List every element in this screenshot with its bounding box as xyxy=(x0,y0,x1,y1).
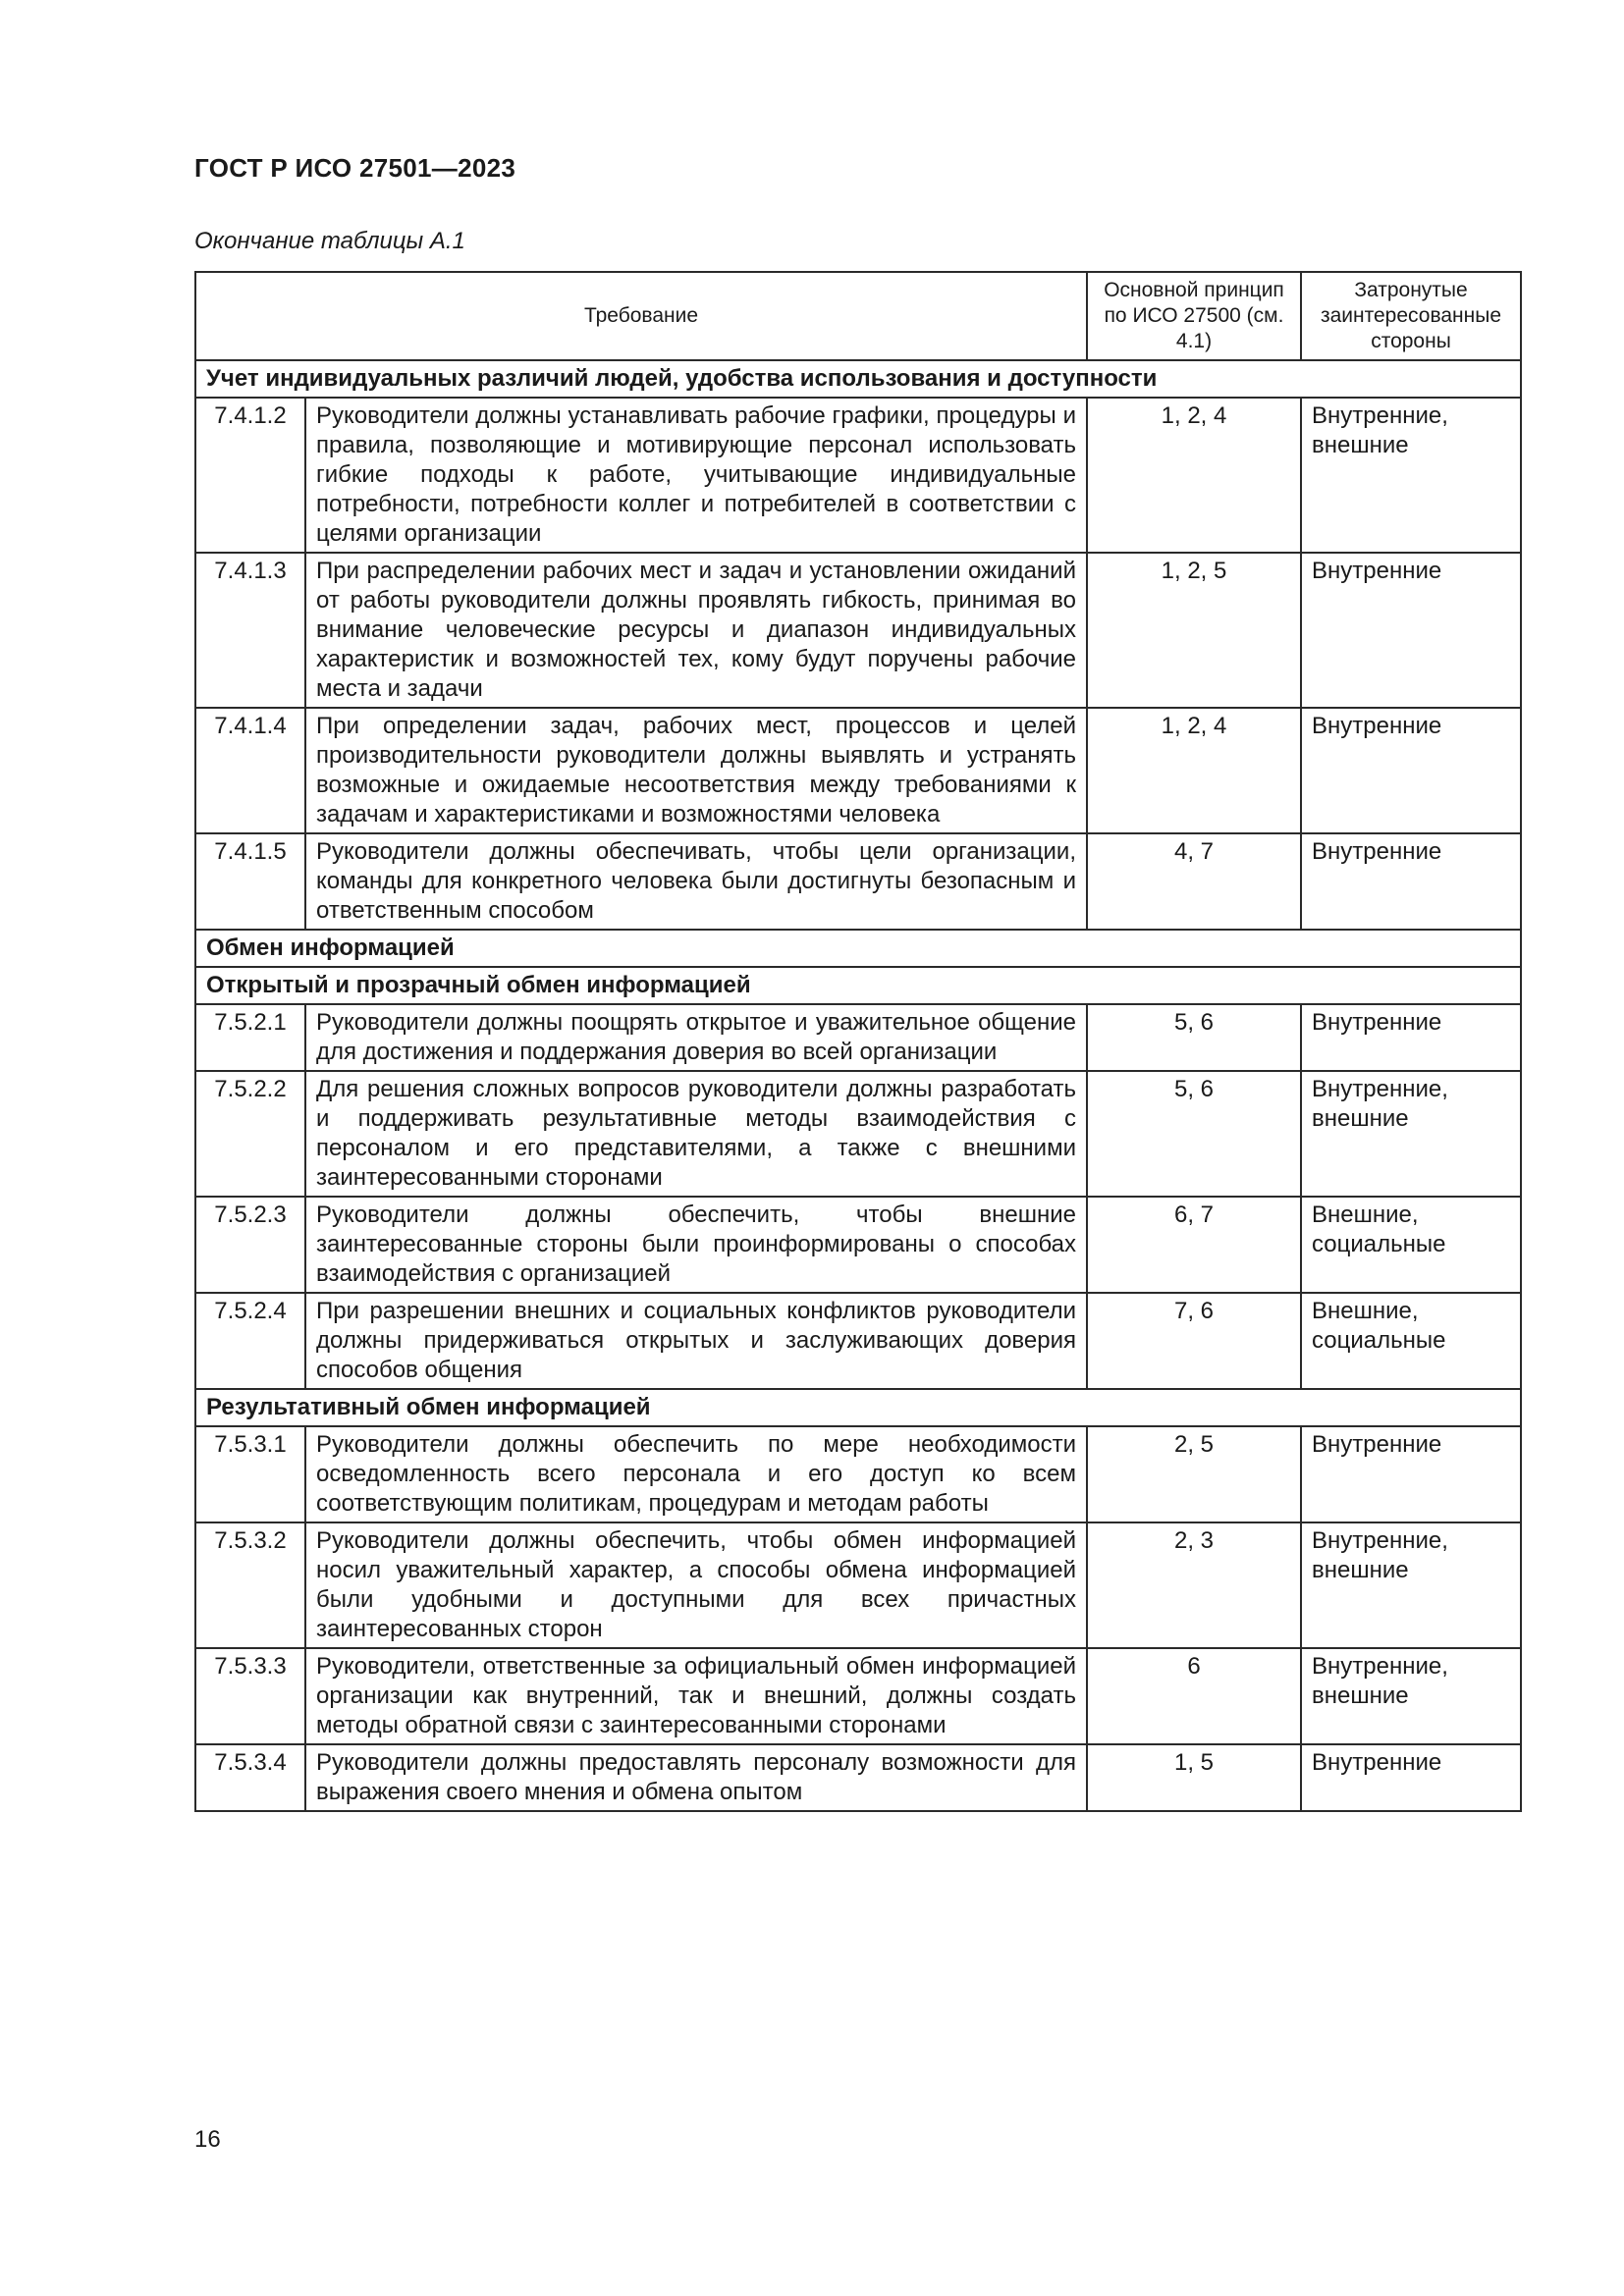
requirement-text: Руководители должны обеспечить по мере необходимости осведомленность всего персонала и его доступ ко всем соответствующим политикам, процедурам и методам работы xyxy=(305,1426,1087,1522)
stakeholders-cell: Внутренние, внешние xyxy=(1301,1648,1521,1744)
requirement-text: Руководители должны предоставлять персоналу возможности для выражения своего мнения и обмена опытом xyxy=(305,1744,1087,1811)
section-row xyxy=(195,967,1521,1004)
requirement-text: Руководители должны обеспечить, чтобы обмен информацией носил уважительный характер, а способы обмена информацией были удобными и доступными для всех причастных заинтересованных сторон xyxy=(305,1522,1087,1648)
principle-cell: 2, 3 xyxy=(1087,1522,1301,1648)
clause-number: 7.5.2.3 xyxy=(195,1197,305,1293)
principle-cell: 6 xyxy=(1087,1648,1301,1744)
table-row xyxy=(195,1293,1521,1389)
requirement-text: Руководители должны устанавливать рабочие графики, процедуры и правила, позволяющие и мотивирующие персонал использовать гибкие подходы к работе, учитывающие индивидуальные потребности, потребности коллег и потребителей в соответствии с целями организации xyxy=(305,398,1087,553)
section-row xyxy=(195,1389,1521,1426)
requirement-text: Руководители должны обеспечивать, чтобы цели организации, команды для конкретного человека были достигнуты безопасным и ответственным способом xyxy=(305,833,1087,930)
stakeholders-cell: Внешние, социальные xyxy=(1301,1293,1521,1389)
stakeholders-cell: Внутренние xyxy=(1301,1004,1521,1071)
table-caption: Окончание таблицы А.1 xyxy=(194,228,465,254)
table-row xyxy=(195,1648,1521,1744)
table-row xyxy=(195,708,1521,833)
stakeholders-cell: Внутренние xyxy=(1301,553,1521,708)
stakeholders-cell: Внутренние xyxy=(1301,833,1521,930)
requirement-text: При распределении рабочих мест и задач и установлении ожиданий от работы руководители должны проявлять гибкость, принимая во внимание человеческие ресурсы и диапазон индивидуальных характеристик и возможностей тех, кому будут поручены рабочие места и задачи xyxy=(305,553,1087,708)
clause-number: 7.4.1.3 xyxy=(195,553,305,708)
stakeholders-cell: Внутренние xyxy=(1301,708,1521,833)
table-header-row xyxy=(195,272,1521,360)
page-number: 16 xyxy=(194,2126,221,2153)
section-title: Открытый и прозрачный обмен информацией xyxy=(195,967,1521,1004)
section-row xyxy=(195,360,1521,398)
document-title: ГОСТ Р ИСО 27501—2023 xyxy=(194,153,516,183)
principle-cell: 1, 2, 4 xyxy=(1087,398,1301,553)
principle-cell: 6, 7 xyxy=(1087,1197,1301,1293)
principle-cell: 1, 2, 5 xyxy=(1087,553,1301,708)
table-row xyxy=(195,1522,1521,1648)
table-row xyxy=(195,1197,1521,1293)
clause-number: 7.4.1.5 xyxy=(195,833,305,930)
stakeholders-cell: Внутренние, внешние xyxy=(1301,1522,1521,1648)
requirement-text: Руководители должны поощрять открытое и уважительное общение для достижения и поддержания доверия во всей организации xyxy=(305,1004,1087,1071)
clause-number: 7.4.1.4 xyxy=(195,708,305,833)
table-body xyxy=(195,360,1521,1811)
requirement-text: При разрешении внешних и социальных конфликтов руководители должны придерживаться открытых и заслуживающих доверия способов общения xyxy=(305,1293,1087,1389)
clause-number: 7.5.2.2 xyxy=(195,1071,305,1197)
section-title: Результативный обмен информацией xyxy=(195,1389,1521,1426)
section-title: Учет индивидуальных различий людей, удобства использования и доступности xyxy=(195,360,1521,398)
header-requirement: Требование xyxy=(195,272,1087,360)
principle-cell: 1, 5 xyxy=(1087,1744,1301,1811)
clause-number: 7.5.3.3 xyxy=(195,1648,305,1744)
clause-number: 7.5.3.2 xyxy=(195,1522,305,1648)
stakeholders-cell: Внутренние, внешние xyxy=(1301,398,1521,553)
stakeholders-cell: Внутренние, внешние xyxy=(1301,1071,1521,1197)
table-row xyxy=(195,1744,1521,1811)
principle-cell: 2, 5 xyxy=(1087,1426,1301,1522)
table-row xyxy=(195,1426,1521,1522)
header-stakeholders: Затронутые заинтересованные стороны xyxy=(1301,272,1521,360)
clause-number: 7.5.3.4 xyxy=(195,1744,305,1811)
table-row xyxy=(195,553,1521,708)
requirement-text: Руководители должны обеспечить, чтобы внешние заинтересованные стороны были проинформированы о способах взаимодействия с организацией xyxy=(305,1197,1087,1293)
requirement-text: Руководители, ответственные за официальный обмен информацией организации как внутренний, так и внешний, должны создать методы обратной связи с заинтересованными сторонами xyxy=(305,1648,1087,1744)
clause-number: 7.5.2.4 xyxy=(195,1293,305,1389)
requirements-table xyxy=(194,271,1522,1812)
requirement-text: При определении задач, рабочих мест, процессов и целей производительности руководители должны выявлять и устранять возможные и ожидаемые несоответствия между требованиями к задачам и характеристиками и возможностями человека xyxy=(305,708,1087,833)
requirement-text: Для решения сложных вопросов руководители должны разработать и поддерживать результативные методы взаимодействия с персоналом и его представителями, а также с внешними заинтересованными сторонами xyxy=(305,1071,1087,1197)
principle-cell: 1, 2, 4 xyxy=(1087,708,1301,833)
table-row xyxy=(195,833,1521,930)
section-row xyxy=(195,930,1521,967)
stakeholders-cell: Внутренние xyxy=(1301,1426,1521,1522)
stakeholders-cell: Внешние, социальные xyxy=(1301,1197,1521,1293)
principle-cell: 5, 6 xyxy=(1087,1071,1301,1197)
header-principle: Основной принцип по ИСО 27500 (см. 4.1) xyxy=(1087,272,1301,360)
table-row xyxy=(195,1004,1521,1071)
principle-cell: 5, 6 xyxy=(1087,1004,1301,1071)
clause-number: 7.5.3.1 xyxy=(195,1426,305,1522)
principle-cell: 7, 6 xyxy=(1087,1293,1301,1389)
principle-cell: 4, 7 xyxy=(1087,833,1301,930)
table-row xyxy=(195,1071,1521,1197)
clause-number: 7.5.2.1 xyxy=(195,1004,305,1071)
stakeholders-cell: Внутренние xyxy=(1301,1744,1521,1811)
table-row xyxy=(195,398,1521,553)
clause-number: 7.4.1.2 xyxy=(195,398,305,553)
section-title: Обмен информацией xyxy=(195,930,1521,967)
